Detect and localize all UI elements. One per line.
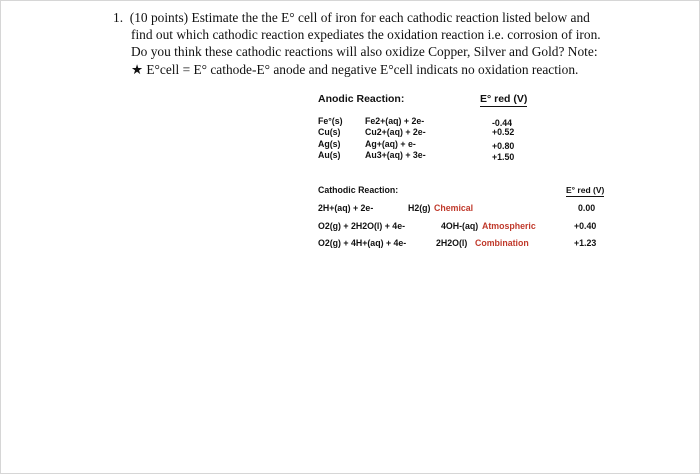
anodic-potential: +1.50 xyxy=(492,152,515,162)
anodic-reaction: Fe2+(aq) + 2e- xyxy=(365,116,425,126)
anodic-title: Anodic Reaction: xyxy=(318,93,405,105)
cathodic-label: Atmospheric xyxy=(482,221,536,231)
cathodic-label: Combination xyxy=(475,238,529,248)
anodic-reaction: Cu2+(aq) + 2e- xyxy=(365,127,426,137)
star-icon: ★ xyxy=(131,62,144,77)
question-line-1 xyxy=(113,9,590,27)
question-line-1-text: Estimate the the E° cell of iron for each cathodic reaction listed below and xyxy=(191,10,590,25)
cathodic-product: 2H2O(l) xyxy=(436,238,468,248)
question-number: 1. xyxy=(113,10,124,25)
anodic-metal: Ag(s) xyxy=(318,139,341,149)
cathodic-potential-header: E° red (V) xyxy=(566,185,605,195)
anodic-potential: +0.52 xyxy=(492,127,515,137)
cathodic-reactants: O2(g) + 2H2O(l) + 4e- xyxy=(318,221,406,231)
anodic-potential: +0.80 xyxy=(492,141,515,151)
cathodic-title: Cathodic Reaction: xyxy=(318,185,399,195)
question-points: (10 points) xyxy=(129,10,189,25)
anodic-reaction: Au3+(aq) + 3e- xyxy=(365,150,426,160)
anodic-reaction: Ag+(aq) + e- xyxy=(365,139,416,149)
cathodic-potential: +1.23 xyxy=(574,238,597,248)
anodic-metal: Cu(s) xyxy=(318,127,341,137)
cathodic-reactants: 2H+(aq) + 2e- xyxy=(318,203,374,213)
note-text: E°cell = E° cathode-E° anode and negative E°cell indicats no oxidation reaction. xyxy=(146,62,579,77)
cathodic-reactants: O2(g) + 4H+(aq) + 4e- xyxy=(318,238,407,248)
question-line-3: Do you think these cathodic reactions will also oxidize Copper, Silver and Gold? Note: xyxy=(131,44,598,59)
anodic-potential-header: E° red (V) xyxy=(480,93,528,105)
cathodic-product: H2(g) xyxy=(408,203,431,213)
question-line-2: find out which cathodic reaction expediates the oxidation reaction i.e. corrosion of iron. xyxy=(131,27,601,42)
cathodic-product: 4OH-(aq) xyxy=(441,221,479,231)
question-note xyxy=(131,61,578,79)
anodic-potential: -0.44 xyxy=(492,118,513,128)
cathodic-label: Chemical xyxy=(434,203,474,213)
anodic-metal: Au(s) xyxy=(318,150,341,160)
anodic-metal: Fe°(s) xyxy=(318,116,343,126)
cathodic-potential: +0.40 xyxy=(574,221,597,231)
cathodic-potential: 0.00 xyxy=(578,203,596,213)
